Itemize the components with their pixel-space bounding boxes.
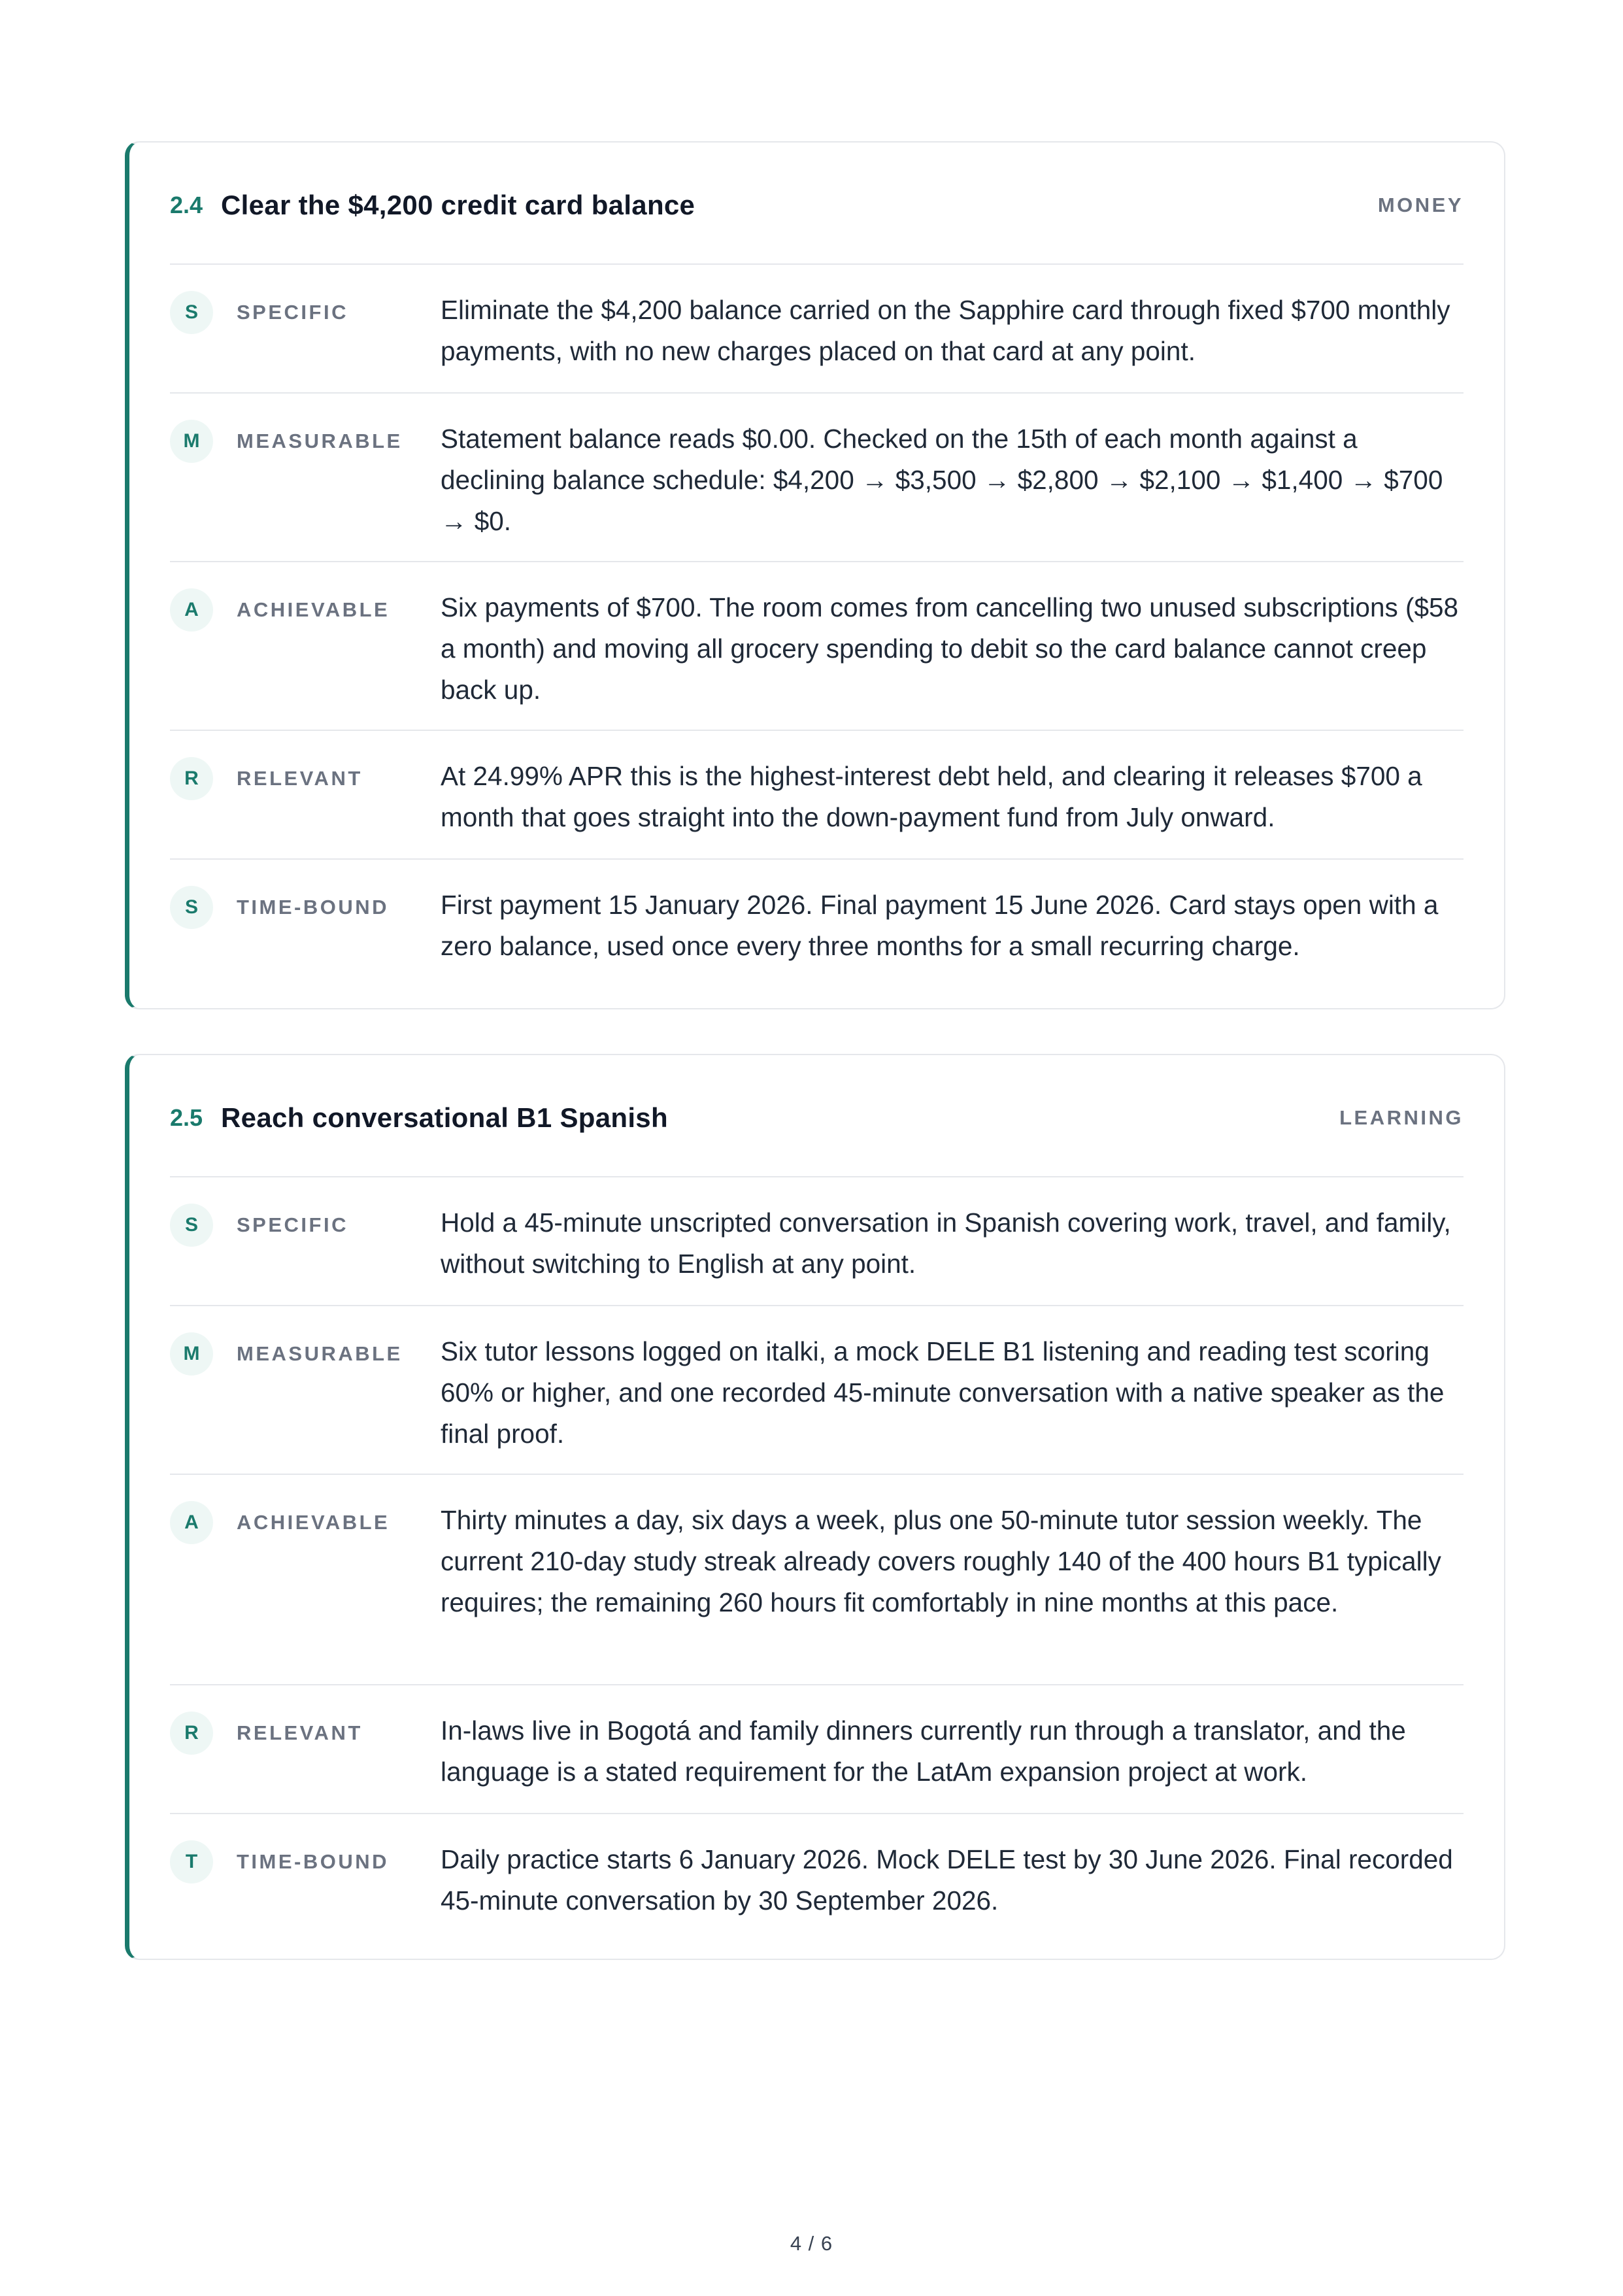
row-label: MEASURABLE bbox=[237, 1342, 403, 1365]
smart-row-time-bound bbox=[170, 860, 1464, 990]
smart-row-time-bound bbox=[170, 1814, 1464, 1945]
row-label: TIME-BOUND bbox=[237, 1850, 390, 1873]
letter-badge: M bbox=[170, 420, 213, 463]
goal-title: Clear the $4,200 credit card balance bbox=[221, 189, 695, 220]
smart-row-achievable bbox=[170, 1475, 1464, 1685]
row-text: Six payments of $700. The room comes from cancelling two unused subscriptions ($58 a month) and moving all grocery spending to debit so the card balance cannot creep back up. bbox=[441, 592, 1459, 705]
row-text: Six tutor lessons logged on italki, a mock DELE B1 listening and reading test scoring 60% or higher, and one recorded 45-minute conversation with a native speaker as the final proof. bbox=[441, 1336, 1445, 1449]
goal-card bbox=[125, 141, 1505, 1009]
goal-category-tag: MONEY bbox=[1377, 193, 1464, 216]
row-text: At 24.99% APR this is the highest-interest debt held, and clearing it releases $700 a month that goes straight into the down-payment fund from July onward. bbox=[441, 761, 1422, 832]
smart-row-measurable bbox=[170, 394, 1464, 562]
smart-row-relevant bbox=[170, 731, 1464, 860]
row-label: MEASURABLE bbox=[237, 430, 403, 452]
smart-row-measurable bbox=[170, 1306, 1464, 1475]
row-label: SPECIFIC bbox=[237, 1213, 348, 1236]
smart-row-relevant bbox=[170, 1685, 1464, 1814]
row-text: Thirty minutes a day, six days a week, plus one 50-minute tutor session weekly. The current 210-day study streak already covers roughly 140 of the 400 hours B1 typically requires; the remaining 260 hours fit comfortably in nine months at this pace. bbox=[441, 1505, 1441, 1617]
letter-badge: A bbox=[170, 1501, 213, 1544]
page-number: 4 / 6 bbox=[790, 2232, 833, 2255]
goal-header bbox=[170, 143, 1464, 265]
smart-row-specific bbox=[170, 265, 1464, 394]
goal-card bbox=[125, 1054, 1505, 1960]
smart-row-achievable bbox=[170, 562, 1464, 731]
goal-number: 2.5 bbox=[170, 1104, 203, 1131]
row-label: ACHIEVABLE bbox=[237, 1511, 390, 1534]
row-text: In-laws live in Bogotá and family dinners currently run through a translator, and the language is a stated requirement for the LatAm expansion project at work. bbox=[441, 1715, 1406, 1787]
row-text: Hold a 45-minute unscripted conversation in Spanish covering work, travel, and family, without switching to English at any point. bbox=[441, 1207, 1451, 1279]
letter-badge: S bbox=[170, 1204, 213, 1247]
letter-badge: M bbox=[170, 1332, 213, 1376]
letter-badge: A bbox=[170, 588, 213, 632]
letter-badge: R bbox=[170, 1712, 213, 1755]
row-text: First payment 15 January 2026. Final payment 15 June 2026. Card stays open with a zero balance, used once every three months for a small recurring charge. bbox=[441, 890, 1439, 961]
goal-header bbox=[170, 1055, 1464, 1177]
row-label: RELEVANT bbox=[237, 1721, 363, 1744]
smart-row-specific bbox=[170, 1177, 1464, 1306]
row-label: SPECIFIC bbox=[237, 301, 348, 324]
letter-badge: T bbox=[170, 1840, 213, 1883]
letter-badge: S bbox=[170, 291, 213, 334]
letter-badge: R bbox=[170, 757, 213, 800]
row-label: RELEVANT bbox=[237, 767, 363, 790]
row-label: TIME-BOUND bbox=[237, 896, 390, 919]
goal-title: Reach conversational B1 Spanish bbox=[221, 1102, 668, 1133]
goal-number: 2.4 bbox=[170, 191, 203, 218]
row-text: Daily practice starts 6 January 2026. Mock DELE test by 30 June 2026. Final recorded 45-minute conversation by 30 September 2026. bbox=[441, 1844, 1453, 1916]
row-text: Statement balance reads $0.00. Checked on the 15th of each month against a declining balance schedule: $4,200 → $3,500 → $2,800 → $2,100 → $1,400 → $700 → $0. bbox=[441, 424, 1443, 536]
row-text: Eliminate the $4,200 balance carried on the Sapphire card through fixed $700 monthly payments, with no new charges placed on that card at any point. bbox=[441, 295, 1450, 366]
letter-badge: S bbox=[170, 886, 213, 929]
row-label: ACHIEVABLE bbox=[237, 598, 390, 621]
goal-category-tag: LEARNING bbox=[1339, 1106, 1464, 1129]
